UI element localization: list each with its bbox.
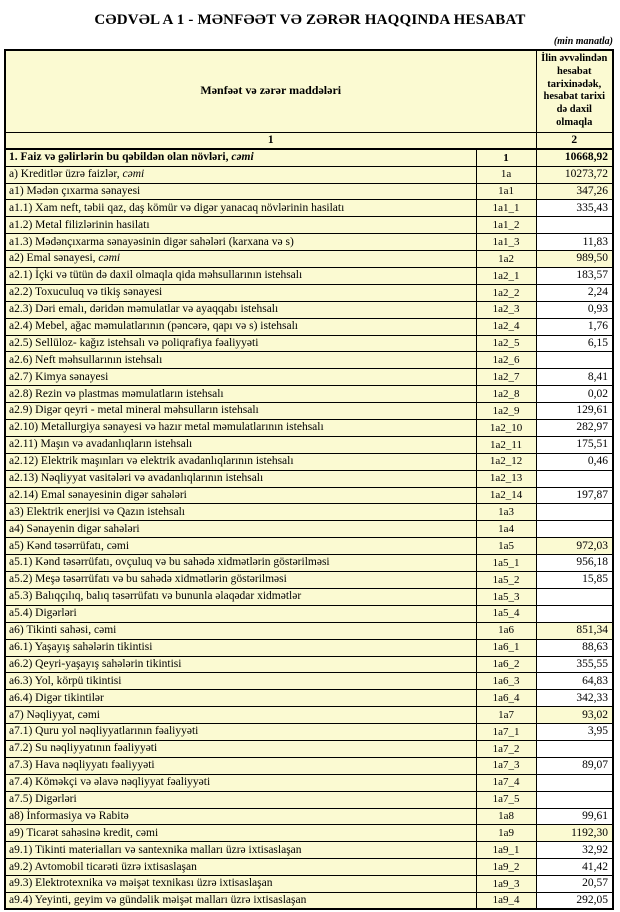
row-code: 1a1_1: [476, 200, 536, 217]
value-column-number: 2: [536, 132, 613, 149]
row-value: 88,63: [536, 639, 613, 656]
table-row: [5, 538, 613, 555]
table-row: [5, 369, 613, 386]
row-code: 1a2_6: [476, 352, 536, 369]
row-value: 0,93: [536, 301, 613, 318]
row-label: [5, 318, 476, 335]
row-code: 1a2_9: [476, 403, 536, 420]
row-value: 6,15: [536, 335, 613, 352]
row-code: 1a2_8: [476, 386, 536, 403]
row-label: [5, 757, 476, 774]
row-label-text: a9.1) Tikinti materialları və santexnika malları üzrə ixtisaslaşan: [9, 843, 302, 856]
table-row: [5, 724, 613, 741]
row-label: [5, 487, 476, 504]
table-row: [5, 453, 613, 470]
row-label-text: a2.10) Metallurgiya sənayesi və hazır metal məmulatlarının istehsalı: [9, 421, 324, 434]
table-row: [5, 605, 613, 622]
row-code: 1a8: [476, 808, 536, 825]
row-label: [5, 149, 476, 166]
row-code: 1a9_2: [476, 859, 536, 876]
row-code: 1a2_1: [476, 268, 536, 285]
table-row: [5, 555, 613, 572]
row-label-text: a6.1) Yaşayış sahələrin tikintisi: [9, 640, 153, 653]
row-value: 3,95: [536, 724, 613, 741]
row-label-text: a5) Kənd təsərrüfatı, cəmi: [9, 539, 130, 552]
row-code: 1a7_5: [476, 791, 536, 808]
row-code: 1a9_4: [476, 892, 536, 909]
row-label: [5, 572, 476, 589]
row-label-em: cəmi: [122, 168, 145, 180]
row-label: [5, 504, 476, 521]
table-row: [5, 166, 613, 183]
row-code: 1a2_3: [476, 301, 536, 318]
row-value: [536, 470, 613, 487]
row-code: 1a9: [476, 825, 536, 842]
row-code: 1a2_10: [476, 420, 536, 437]
row-value: 0,02: [536, 386, 613, 403]
row-value: 0,46: [536, 453, 613, 470]
row-value: 2,24: [536, 284, 613, 301]
row-value: 355,55: [536, 656, 613, 673]
row-label: [5, 470, 476, 487]
table-row: [5, 420, 613, 437]
column-number-row: [5, 132, 613, 149]
row-code: 1a2_7: [476, 369, 536, 386]
row-value: 1,76: [536, 318, 613, 335]
table-row: [5, 521, 613, 538]
row-value: [536, 588, 613, 605]
row-label: [5, 166, 476, 183]
row-label-text: a2.2) Toxuculuq və tikiş sənayesi: [9, 286, 163, 299]
row-code: 1a1: [476, 183, 536, 200]
row-label-text: a9.2) Avtomobil ticarəti üzrə ixtisaslaşan: [9, 860, 197, 873]
row-code: 1a6: [476, 622, 536, 639]
row-value: 956,18: [536, 555, 613, 572]
row-value: 175,51: [536, 436, 613, 453]
row-label: [5, 352, 476, 369]
row-label: [5, 436, 476, 453]
row-label: [5, 825, 476, 842]
row-code: 1a3: [476, 504, 536, 521]
row-label: [5, 740, 476, 757]
row-label: [5, 301, 476, 318]
row-label-text: a2.1) İçki və tütün də daxil olmaqla qida məhsullarının istehsalı: [9, 269, 303, 282]
row-code: 1a2_13: [476, 470, 536, 487]
row-label-text: a1.3) Mədənçıxarma sənayəsinin digər sahələri (karxana və s): [9, 235, 294, 248]
row-code: 1: [476, 149, 536, 166]
row-label: [5, 335, 476, 352]
row-label-text: a7.5) Digərləri: [9, 792, 77, 805]
row-value: 15,85: [536, 572, 613, 589]
table-row: [5, 234, 613, 251]
table-row: [5, 588, 613, 605]
row-value: 347,26: [536, 183, 613, 200]
table-row: [5, 656, 613, 673]
table-row: [5, 622, 613, 639]
row-label: [5, 808, 476, 825]
table-row: [5, 352, 613, 369]
row-value: [536, 791, 613, 808]
table-header-row: [5, 50, 613, 132]
row-label-text: a2.7) Kimya sənayesi: [9, 370, 109, 383]
row-label-text: a2.11) Maşın və avadanlıqların istehsalı: [9, 438, 193, 451]
row-label-text: a6.4) Digər tikintilər: [9, 691, 104, 704]
row-label-text: a9.3) Elektrotexnika və məişət texnikası üzrə ixtisaslaşan: [9, 877, 273, 890]
row-value: 89,07: [536, 757, 613, 774]
row-label: [5, 724, 476, 741]
row-value: 10668,92: [536, 149, 613, 166]
table-row: [5, 791, 613, 808]
row-label: [5, 690, 476, 707]
row-label: [5, 369, 476, 386]
row-label: [5, 284, 476, 301]
row-value: 41,42: [536, 859, 613, 876]
row-label-text: a5.3) Balıqçılıq, balıq təsərrüfatı və bununla əlaqədar xidmətlər: [9, 590, 302, 603]
row-code: 1a5_3: [476, 588, 536, 605]
row-label-text: a2.14) Emal sənayesinin digər sahələri: [9, 488, 187, 501]
row-code: 1a7: [476, 707, 536, 724]
row-value: 851,34: [536, 622, 613, 639]
table-row: [5, 825, 613, 842]
row-code: 1a7_2: [476, 740, 536, 757]
row-value: 129,61: [536, 403, 613, 420]
row-code: 1a5_4: [476, 605, 536, 622]
row-label: [5, 673, 476, 690]
row-value: 20,57: [536, 876, 613, 893]
row-value: 335,43: [536, 200, 613, 217]
table-row: [5, 504, 613, 521]
row-code: 1a5_2: [476, 572, 536, 589]
row-code: 1a7_3: [476, 757, 536, 774]
row-label-text: a) Kreditlər üzrə faizlər,: [9, 168, 123, 180]
row-label: [5, 234, 476, 251]
row-label: [5, 892, 476, 909]
table-row: [5, 842, 613, 859]
row-value: 183,57: [536, 268, 613, 285]
row-label: [5, 588, 476, 605]
row-label-em: cəmi: [231, 151, 254, 164]
row-label: [5, 622, 476, 639]
row-value: [536, 605, 613, 622]
row-code: 1a4: [476, 521, 536, 538]
row-label-text: a2.9) Digər qeyri - metal mineral məhsulların istehsalı: [9, 404, 259, 417]
row-code: 1a7_4: [476, 774, 536, 791]
row-code: 1a: [476, 166, 536, 183]
row-label: [5, 183, 476, 200]
table-row: [5, 740, 613, 757]
row-code: 1a6_3: [476, 673, 536, 690]
row-code: 1a1_2: [476, 217, 536, 234]
row-label: [5, 656, 476, 673]
row-value: 11,83: [536, 234, 613, 251]
row-code: 1a2_5: [476, 335, 536, 352]
row-code: 1a6_2: [476, 656, 536, 673]
row-code: 1a2: [476, 251, 536, 268]
table-row: [5, 436, 613, 453]
row-label-text: a2.12) Elektrik maşınları və elektrik avadanlıqlarının istehsalı: [9, 455, 294, 468]
table-row: [5, 284, 613, 301]
profit-loss-table: [4, 49, 614, 910]
table-row: [5, 707, 613, 724]
items-column-header: Mənfəət və zərər maddələri: [5, 50, 536, 132]
table-row: [5, 673, 613, 690]
row-value: 32,92: [536, 842, 613, 859]
table-row: [5, 318, 613, 335]
table-row: [5, 403, 613, 420]
row-code: 1a2_2: [476, 284, 536, 301]
row-value: 989,50: [536, 251, 613, 268]
table-row: [5, 757, 613, 774]
row-label: [5, 200, 476, 217]
table-row: [5, 200, 613, 217]
row-value: [536, 774, 613, 791]
row-label-text: a1.2) Metal filizlərinin hasilatı: [9, 218, 150, 231]
row-label: [5, 420, 476, 437]
row-label: [5, 251, 476, 268]
row-code: 1a2_14: [476, 487, 536, 504]
table-row: [5, 149, 613, 166]
row-label-text: a2.3) Dəri emalı, dəridən məmulatlar və ayaqqabı istehsalı: [9, 303, 279, 316]
table-row: [5, 639, 613, 656]
table-row: [5, 690, 613, 707]
row-label-text: a6) Tikinti sahəsi, cəmi: [9, 624, 117, 637]
row-code: 1a6_4: [476, 690, 536, 707]
row-code: 1a5_1: [476, 555, 536, 572]
row-value: 292,05: [536, 892, 613, 909]
row-value: 64,83: [536, 673, 613, 690]
row-label-text: 1. Faiz və gəlirlərin bu qəbildən olan növləri,: [9, 151, 232, 164]
row-label: [5, 403, 476, 420]
table-row: [5, 876, 613, 893]
row-code: 1a5: [476, 538, 536, 555]
row-label-text: a2.5) Sellüloz- kağız istehsalı və poliqrafiya fəaliyyəti: [9, 336, 259, 349]
row-label-text: a6.3) Yol, körpü tikintisi: [9, 674, 122, 687]
report-table-body: [5, 149, 613, 909]
row-label-text: a4) Sənayenin digər sahələri: [9, 522, 140, 535]
row-label-text: a7.3) Hava nəqliyyatı fəaliyyəti: [9, 759, 155, 772]
row-label-text: a3) Elektrik enerjisi və Qazın istehsalı: [9, 505, 185, 518]
table-row: [5, 470, 613, 487]
row-code: 1a6_1: [476, 639, 536, 656]
row-value: 282,97: [536, 420, 613, 437]
table-row: [5, 859, 613, 876]
row-label: [5, 521, 476, 538]
row-label: [5, 555, 476, 572]
row-label: [5, 876, 476, 893]
row-code: 1a2_12: [476, 453, 536, 470]
row-value: [536, 521, 613, 538]
row-value: 972,03: [536, 538, 613, 555]
row-label-text: a2.8) Rezin və plastmas məmulatların istehsalı: [9, 387, 224, 400]
row-label: [5, 791, 476, 808]
page-title: CƏDVƏL A 1 - MƏNFƏƏT VƏ ZƏRƏR HAQQINDA HESABAT: [94, 12, 526, 28]
row-value: 342,33: [536, 690, 613, 707]
row-label-text: a5.2) Meşə təsərrüfatı və bu sahədə xidmətlərin göstərilməsi: [9, 573, 287, 586]
row-label: [5, 217, 476, 234]
row-label: [5, 707, 476, 724]
table-row: [5, 774, 613, 791]
row-label-text: a1) Mədən çıxarma sənayesi: [9, 184, 141, 197]
row-value: [536, 740, 613, 757]
row-label: [5, 774, 476, 791]
row-label-text: a9.4) Yeyinti, geyim və gündəlik məişət malları üzrə ixtisaslaşan: [9, 894, 307, 907]
table-row: [5, 183, 613, 200]
row-code: 1a7_1: [476, 724, 536, 741]
row-value: [536, 504, 613, 521]
row-value: [536, 217, 613, 234]
table-row: [5, 572, 613, 589]
row-value: 10273,72: [536, 166, 613, 183]
items-column-number: 1: [5, 132, 536, 149]
row-label-text: a7.2) Su nəqliyyatının fəaliyyəti: [9, 742, 158, 755]
row-code: 1a2_4: [476, 318, 536, 335]
unit-note: (min manatla): [553, 36, 613, 47]
row-label-text: a5.1) Kənd təsərrüfatı, ovçuluq və bu sahədə xidmətlərin göstərilməsi: [9, 556, 330, 569]
row-label-text: a6.2) Qeyri-yaşayış sahələrin tikintisi: [9, 657, 182, 670]
row-label-text: a5.4) Digərləri: [9, 607, 77, 620]
row-code: 1a9_1: [476, 842, 536, 859]
value-column-header: İlin əvvəlindən hesabat tarixinədək, hesabat tarixi də daxil olmaqla: [536, 50, 613, 132]
row-value: [536, 352, 613, 369]
table-row: [5, 217, 613, 234]
row-label-text: a2.13) Nəqliyyat vasitələri və avadanlıqlarının istehsalı: [9, 472, 264, 485]
table-row: [5, 892, 613, 909]
row-label: [5, 453, 476, 470]
row-label-text: a9) Ticarət sahəsinə kredit, cəmi: [9, 826, 159, 839]
row-label: [5, 639, 476, 656]
table-row: [5, 487, 613, 504]
table-row: [5, 386, 613, 403]
row-value: 1192,30: [536, 825, 613, 842]
row-value: 99,61: [536, 808, 613, 825]
row-label-text: a7.1) Quru yol nəqliyyatlarının fəaliyyəti: [9, 725, 199, 738]
row-label: [5, 386, 476, 403]
row-label: [5, 605, 476, 622]
row-label: [5, 842, 476, 859]
row-label-text: a8) İnformasiya və Rabitə: [9, 809, 129, 822]
row-label: [5, 859, 476, 876]
row-label-text: a2.6) Neft məhsullarının istehsalı: [9, 353, 163, 366]
table-row: [5, 808, 613, 825]
row-code: 1a9_3: [476, 876, 536, 893]
row-label-text: a7.4) Köməkçi və əlavə nəqliyyat fəaliyyəti: [9, 776, 211, 789]
table-row: [5, 301, 613, 318]
row-label-text: a2) Emal sənayesi,: [9, 252, 99, 265]
row-label: [5, 268, 476, 285]
row-label-em: cəmi: [98, 252, 121, 265]
row-value: 8,41: [536, 369, 613, 386]
row-label: [5, 538, 476, 555]
row-value: 197,87: [536, 487, 613, 504]
row-code: 1a2_11: [476, 436, 536, 453]
row-label-text: a1.1) Xam neft, təbii qaz, daş kömür və digər yanacaq növlərinin hasilatı: [9, 201, 345, 214]
table-row: [5, 268, 613, 285]
row-label-text: a7) Nəqliyyat, cəmi: [9, 708, 101, 721]
row-code: 1a1_3: [476, 234, 536, 251]
row-label-text: a2.4) Mebel, ağac məmulatlarının (pəncərə, qapı və s) istehsalı: [9, 320, 298, 333]
table-row: [5, 251, 613, 268]
row-value: 93,02: [536, 707, 613, 724]
table-row: [5, 335, 613, 352]
